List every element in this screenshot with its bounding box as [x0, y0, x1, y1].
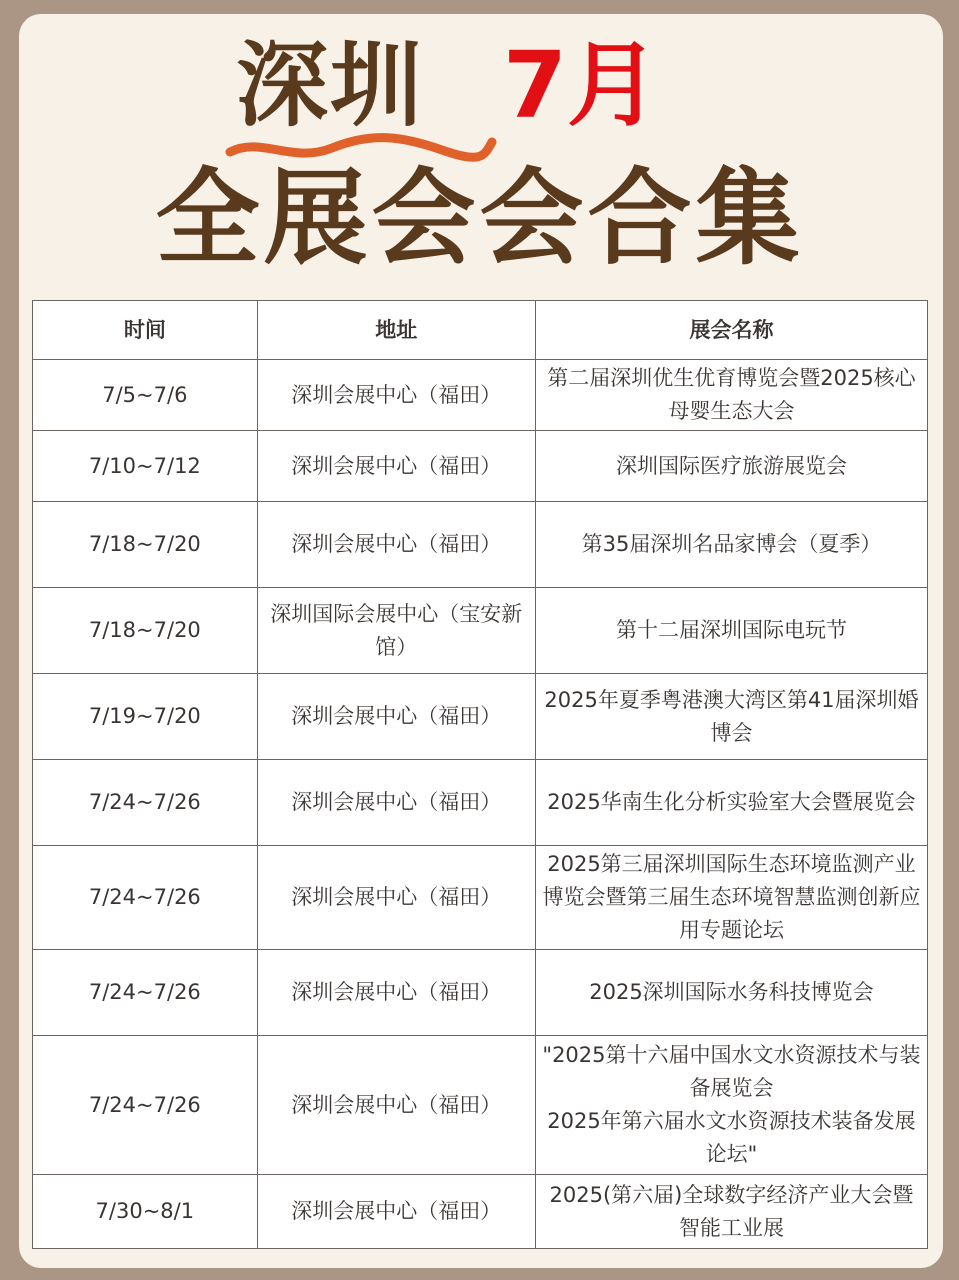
table-row: [33, 846, 928, 950]
cell-venue: 深圳会展中心（福田）: [257, 1175, 535, 1249]
cell-venue: 深圳会展中心（福田）: [257, 674, 535, 760]
cell-name: 2025(第六届)全球数字经济产业大会暨智能工业展: [535, 1175, 927, 1249]
header-name: 展会名称: [535, 301, 927, 360]
cell-name: 第35届深圳名品家博会（夏季）: [535, 502, 927, 588]
header-date: 时间: [33, 301, 258, 360]
cell-date: 7/19~7/20: [33, 674, 258, 760]
cell-date: 7/30~8/1: [33, 1175, 258, 1249]
cell-name: 深圳国际医疗旅游展览会: [535, 431, 927, 502]
title-subtitle: 全展会会合集: [155, 157, 804, 279]
cell-venue: 深圳会展中心（福田）: [257, 846, 535, 950]
table-row: [33, 674, 928, 760]
table-row: [33, 360, 928, 431]
cell-name: 2025第三届深圳国际生态环境监测产业博览会暨第三届生态环境智慧监测创新应用专题论坛: [535, 846, 927, 950]
table-row: [33, 502, 928, 588]
table-row: [33, 588, 928, 674]
cell-name: 2025华南生化分析实验室大会暨展览会: [535, 760, 927, 846]
cell-date: 7/5~7/6: [33, 360, 258, 431]
table-row: [33, 950, 928, 1036]
cell-name: 2025深圳国际水务科技博览会: [535, 950, 927, 1036]
cell-name: 第二届深圳优生优育博览会暨2025核心母婴生态大会: [535, 360, 927, 431]
cell-venue: 深圳会展中心（福田）: [257, 360, 535, 431]
cell-name: "2025第十六届中国水文水资源技术与装备展览会 2025年第六届水文水资源技术装备发展论坛": [535, 1036, 927, 1175]
table-header-row: [33, 301, 928, 360]
table-row: [33, 431, 928, 502]
cell-date: 7/24~7/26: [33, 760, 258, 846]
title-city: 深圳: [236, 32, 425, 139]
cell-date: 7/24~7/26: [33, 950, 258, 1036]
cell-venue: 深圳会展中心（福田）: [257, 760, 535, 846]
cell-date: 7/18~7/20: [33, 588, 258, 674]
table-row: [33, 760, 928, 846]
cell-venue: 深圳会展中心（福田）: [257, 431, 535, 502]
header-venue: 地址: [257, 301, 535, 360]
cell-venue: 深圳国际会展中心（宝安新馆）: [257, 588, 535, 674]
cell-date: 7/24~7/26: [33, 846, 258, 950]
cell-venue: 深圳会展中心（福田）: [257, 1036, 535, 1175]
exhibition-table: [32, 300, 928, 1249]
title-month: 7月: [503, 32, 660, 139]
cell-date: 7/24~7/26: [33, 1036, 258, 1175]
table-row: [33, 1175, 928, 1249]
table-row: [33, 1036, 928, 1175]
cell-date: 7/10~7/12: [33, 431, 258, 502]
cell-date: 7/18~7/20: [33, 502, 258, 588]
cell-venue: 深圳会展中心（福田）: [257, 950, 535, 1036]
cell-name: 2025年夏季粤港澳大湾区第41届深圳婚博会: [535, 674, 927, 760]
cell-venue: 深圳会展中心（福田）: [257, 502, 535, 588]
title-line-1: [0, 20, 959, 150]
cell-name: 第十二届深圳国际电玩节: [535, 588, 927, 674]
